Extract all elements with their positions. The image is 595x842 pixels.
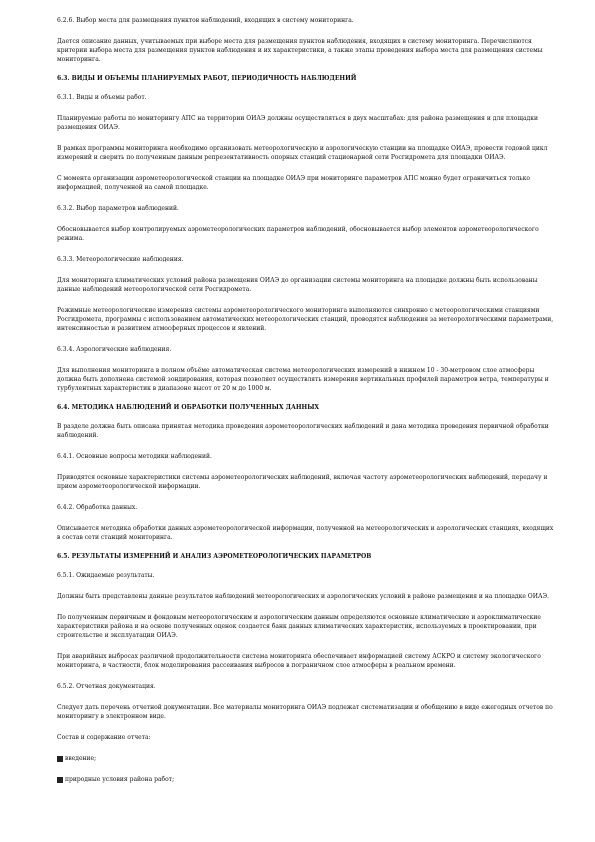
- square-bullet-icon: [57, 756, 63, 762]
- subsection-title: 6.3.1. Виды и объемы работ.: [57, 94, 147, 101]
- paragraph: Следует дать перечень отчетной документации. Все материалы мониторинга ОИАЭ подлежат систематизации и обобщению в виде ежегодных отчетов по мониторингу в электронном виде.: [57, 704, 553, 720]
- subsection-title: 6.4.2. Обработка данных.: [57, 504, 138, 511]
- list-item-text: природные условия района работ;: [65, 776, 175, 783]
- subsection-title: 6.5.2. Отчетная документация.: [57, 683, 156, 690]
- section-heading: 6.4. МЕТОДИКА НАБЛЮДЕНИЙ И ОБРАБОТКИ ПОЛУЧЕННЫХ ДАННЫХ: [57, 404, 320, 411]
- paragraph: Режимные метеорологические измерения системы аэрометеорологического мониторинга выполняются синхронно с метеорологическими станциями Росгидромета, программы с использованием автоматических метеорологических станций, проводятся наблюдения за метеорологическими параметрами, интенсивностью и развитием атмосферных процессов и явлений.: [57, 307, 554, 332]
- paragraph: Должны быть представлены данные результатов наблюдений метеорологических и аэрологических условий в районе размещения и на площадке ОИАЭ.: [57, 593, 549, 600]
- list-item-text: введение;: [65, 755, 97, 762]
- subsection-title: 6.4.1. Основные вопросы методики наблюдений.: [57, 453, 212, 460]
- section-heading: 6.5. РЕЗУЛЬТАТЫ ИЗМЕРЕНИЙ И АНАЛИЗ АЭРОМЕТЕОРОЛОГИЧЕСКИХ ПАРАМЕТРОВ: [57, 553, 372, 560]
- subsection-title: 6.3.4. Аэрологические наблюдения.: [57, 346, 172, 353]
- paragraph: В разделе должна быть описана принятая методика проведения аэрометеорологических наблюдений и дана методика проведения первичной обработки наблюдений.: [57, 423, 549, 439]
- subsection-title: 6.3.3. Метеорологические наблюдения.: [57, 256, 184, 263]
- list-item: [57, 775, 555, 784]
- paragraph: В рамках программы мониторинга необходимо организовать метеорологическую и аэрологическую станции на площадке ОИАЭ, провести годовой цикл измерений и сверить по полученным данным репрезентативность опорных станций стационарной сети Росгидромета для площадки ОИАЭ.: [57, 145, 548, 161]
- list-item: [57, 754, 555, 763]
- paragraph: При аварийных выбросах различной продолжительности система мониторинга обеспечивает информацией систему АСКРО и систему экологического мониторинга, в частности, блок моделирования рассеивания выбросов в пограничном слое атмосферы в реальном времени.: [57, 653, 541, 669]
- subsection-title: 6.2.6. Выбор места для размещения пунктов наблюдений, входящих в систему мониторинга.: [57, 17, 354, 24]
- paragraph: Описывается методика обработки данных аэрометеорологической информации, полученной на метеорологических и аэрологических станциях, входящих в состав сети станций мониторинга.: [57, 525, 554, 541]
- paragraph: Состав и содержание отчета:: [57, 734, 151, 741]
- paragraph: Для мониторинга климатических условий района размещения ОИАЭ до организации системы мониторинга на площадке должны быть использованы данные наблюдений метеорологической сети Росгидромета.: [57, 277, 538, 293]
- paragraph: Планируемые работы по мониторингу АПС на территории ОИАЭ должны осуществляться в двух масштабах: для района размещения и для площадки размещения ОИАЭ.: [57, 115, 538, 131]
- paragraph: Обосновывается выбор контролируемых аэрометеорологических параметров наблюдений, обосновывается выбор элементов аэрометеорологического режима.: [57, 226, 539, 242]
- subsection-title: 6.3.2. Выбор параметров наблюдений.: [57, 205, 179, 212]
- paragraph: Для выполнения мониторинга в полном объёме автоматическая система метеорологических измерений в нижнем 10 - 30-метровом слое атмосферы должна быть дополнена системой зондирования, которая позволяет осуществлять измерения вертикальных профилей параметров ветра, температуры и турбулентных характеристик в диапазоне высот от 20 м до 1000 м.: [57, 367, 549, 392]
- subsection-title: 6.5.1. Ожидаемые результаты.: [57, 572, 155, 579]
- paragraph: Дается описание данных, учитываемых при выборе места для размещения пунктов наблюдения, входящих в систему мониторинга. Перечисляются критерии выбора места для размещения пунктов наблюдения и их характеристики, а также этапы проведения выбора места для размещения системы мониторинга.: [57, 38, 543, 63]
- paragraph: С момента организации аэрометеорологической станции на площадке ОИАЭ при мониторинге параметров АПС можно будет ограничиться только информацией, полученной на самой площадке.: [57, 175, 531, 191]
- paragraph: По полученным первичным и фондовым метеорологическим и аэрологическим данным определяются основные климатические и аэроклиматические характеристики района и на основе полученных оценок создается банк данных климатических характеристик, используемых в проектировании, при строительстве и эксплуатации ОИАЭ.: [57, 614, 541, 639]
- section-heading: 6.3. ВИДЫ И ОБЪЕМЫ ПЛАНИРУЕМЫХ РАБОТ, ПЕРИОДИЧНОСТЬ НАБЛЮДЕНИЙ: [57, 75, 357, 82]
- paragraph: Приводятся основные характеристики системы аэрометеорологических наблюдений, включая частоту аэрометеорологических наблюдений, передачу и прием аэрометеорологической информации.: [57, 474, 548, 490]
- square-bullet-icon: [57, 777, 63, 783]
